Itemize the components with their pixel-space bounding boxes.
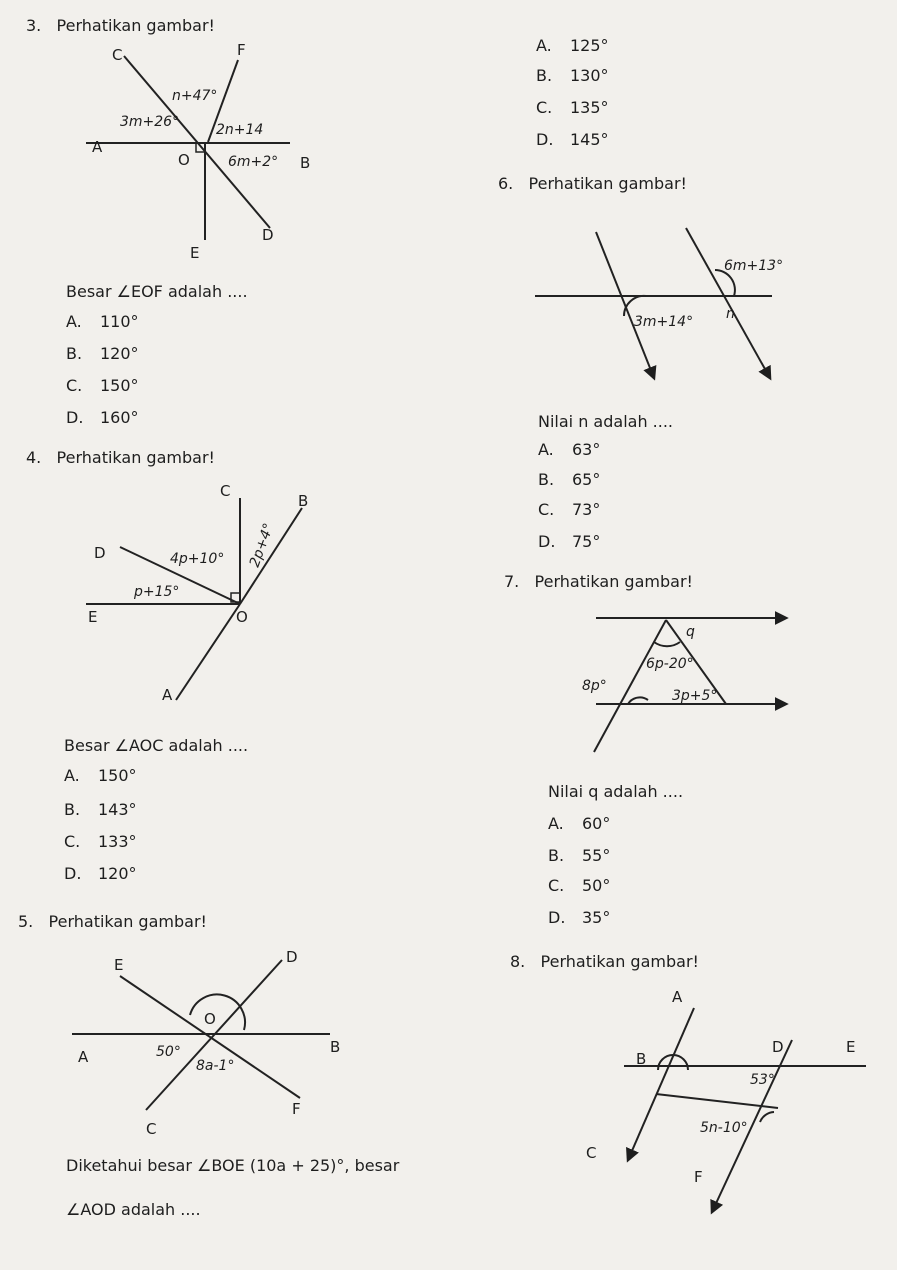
q4-prompt: Perhatikan gambar!: [56, 448, 215, 467]
q7-option-d: D. 35°: [548, 908, 611, 927]
q4-point-o: O: [236, 608, 248, 626]
q5-question-line1: Diketahui besar ∠BOE (10a + 25)°, besar: [66, 1156, 400, 1175]
q7-option-a: A. 60°: [548, 814, 611, 833]
q5-question-line2: ∠AOD adalah ....: [66, 1200, 201, 1219]
q4-labels: [88, 482, 308, 704]
q7-option-b: B. 55°: [548, 846, 611, 865]
q5-number: 5.: [18, 912, 34, 931]
q6-figure: [535, 228, 772, 378]
q4-point-d: D: [94, 544, 106, 562]
q3-point-a: A: [92, 138, 103, 156]
q8-point-a: A: [672, 988, 683, 1006]
q7-angle-3p5: 3p+5°: [672, 688, 718, 704]
q5-prompt: Perhatikan gambar!: [48, 912, 207, 931]
q7-header: [504, 572, 693, 592]
q3-figure: [86, 56, 290, 240]
q5-option-a: A. 125°: [536, 36, 609, 55]
q8-point-e: E: [846, 1038, 856, 1056]
q5-point-d: D: [286, 948, 298, 966]
q8-labels: [586, 988, 855, 1186]
q7-prompt: Perhatikan gambar!: [534, 572, 693, 591]
q6-angle-n: n: [726, 306, 735, 322]
q6-angle-6m13: 6m+13°: [724, 258, 784, 274]
q3-header: [26, 16, 215, 36]
q3-point-o: O: [178, 151, 190, 169]
q7-angle-q: q: [686, 624, 695, 640]
q6-number: 6.: [498, 174, 514, 193]
q3-point-d: D: [262, 226, 274, 244]
q3-option-b: B. 120°: [66, 344, 139, 363]
q3-point-f: F: [237, 41, 246, 59]
q7-option-c: C. 50°: [548, 876, 611, 895]
q5-point-b: B: [330, 1038, 341, 1056]
q6-line-right: [686, 228, 770, 378]
q3-number: 3.: [26, 16, 42, 35]
q6-header: [498, 174, 687, 194]
q4-question: Besar ∠AOC adalah ....: [64, 736, 249, 755]
q8-prompt: Perhatikan gambar!: [540, 952, 699, 971]
q4-header: [26, 448, 215, 468]
q4-point-b: B: [298, 492, 309, 510]
q6-option-d: D. 75°: [538, 532, 601, 551]
q5-point-e: E: [114, 956, 124, 974]
q3-option-a: A. 110°: [66, 312, 139, 331]
q3-point-b: B: [300, 154, 311, 172]
q8-point-c: C: [586, 1144, 597, 1162]
q3-option-c: C. 150°: [66, 376, 139, 395]
q4-option-d: D. 120°: [64, 864, 137, 883]
q4-option-a: A. 150°: [64, 766, 137, 785]
q8-angle-53: 53°: [750, 1072, 775, 1088]
q6-option-c: C. 73°: [538, 500, 601, 519]
q4-option-b: B. 143°: [64, 800, 137, 819]
q5-option-b: B. 130°: [536, 66, 609, 85]
q3-angle-2n14: 2n+14: [216, 122, 264, 138]
q4-point-e: E: [88, 608, 98, 626]
q8-arc-2: [760, 1112, 774, 1122]
q7-question: Nilai q adalah ....: [548, 782, 684, 801]
q8-line-mid: [656, 1094, 778, 1108]
q5-option-c: C. 135°: [536, 98, 609, 117]
q5-labels: [78, 948, 340, 1138]
q4-option-c: C. 133°: [64, 832, 137, 851]
q4-angle-4p10: 4p+10°: [170, 551, 225, 567]
q5-angle-8a1: 8a-1°: [196, 1058, 235, 1074]
q4-angle-p15: p+15°: [134, 584, 180, 600]
q3-point-e: E: [190, 244, 200, 262]
q7-number: 7.: [504, 572, 520, 591]
q3-angle-6m2: 6m+2°: [228, 154, 279, 170]
q8-angle-5n10: 5n-10°: [700, 1120, 748, 1136]
q5-point-o: O: [204, 1010, 216, 1028]
q8-point-b: B: [636, 1050, 647, 1068]
q6-prompt: Perhatikan gambar!: [528, 174, 687, 193]
q3-question: Besar ∠EOF adalah ....: [66, 282, 248, 301]
q5-figure: [72, 960, 330, 1110]
q3-option-d: D. 160°: [66, 408, 139, 427]
q5-header: [18, 912, 207, 932]
q4-ray-oa: [176, 604, 240, 700]
q8-point-f: F: [694, 1168, 703, 1186]
q6-option-a: A. 63°: [538, 440, 601, 459]
q6-option-b: B. 65°: [538, 470, 601, 489]
q8-figure: [624, 1008, 866, 1212]
q3-point-c: C: [112, 46, 123, 64]
q4-point-a: A: [162, 686, 173, 704]
q4-point-c: C: [220, 482, 231, 500]
q5-option-d: D. 145°: [536, 130, 609, 149]
q8-number: 8.: [510, 952, 526, 971]
q7-arc-top: [654, 642, 680, 646]
q5-angle-50: 50°: [156, 1044, 181, 1060]
q7-angle-6p20: 6p-20°: [646, 656, 694, 672]
q6-angle-3m14: 3m+14°: [634, 314, 694, 330]
q7-angle-8p: 8p°: [582, 678, 607, 694]
q3-prompt: Perhatikan gambar!: [56, 16, 215, 35]
q6-question: Nilai n adalah ....: [538, 412, 674, 431]
q8-line-ac: [628, 1008, 694, 1160]
q5-point-c: C: [146, 1120, 157, 1138]
q5-point-f: F: [292, 1100, 301, 1118]
q3-angle-3m26: 3m+26°: [120, 114, 180, 130]
q5-point-a: A: [78, 1048, 89, 1066]
q8-point-d: D: [772, 1038, 784, 1056]
q3-angle-n47: n+47°: [172, 88, 218, 104]
q4-angle-2p4: 2p+4°: [246, 521, 278, 570]
q5-angle-arc: [190, 994, 245, 1030]
q6-line-left: [596, 232, 654, 378]
q4-number: 4.: [26, 448, 42, 467]
q8-header: [510, 952, 699, 972]
